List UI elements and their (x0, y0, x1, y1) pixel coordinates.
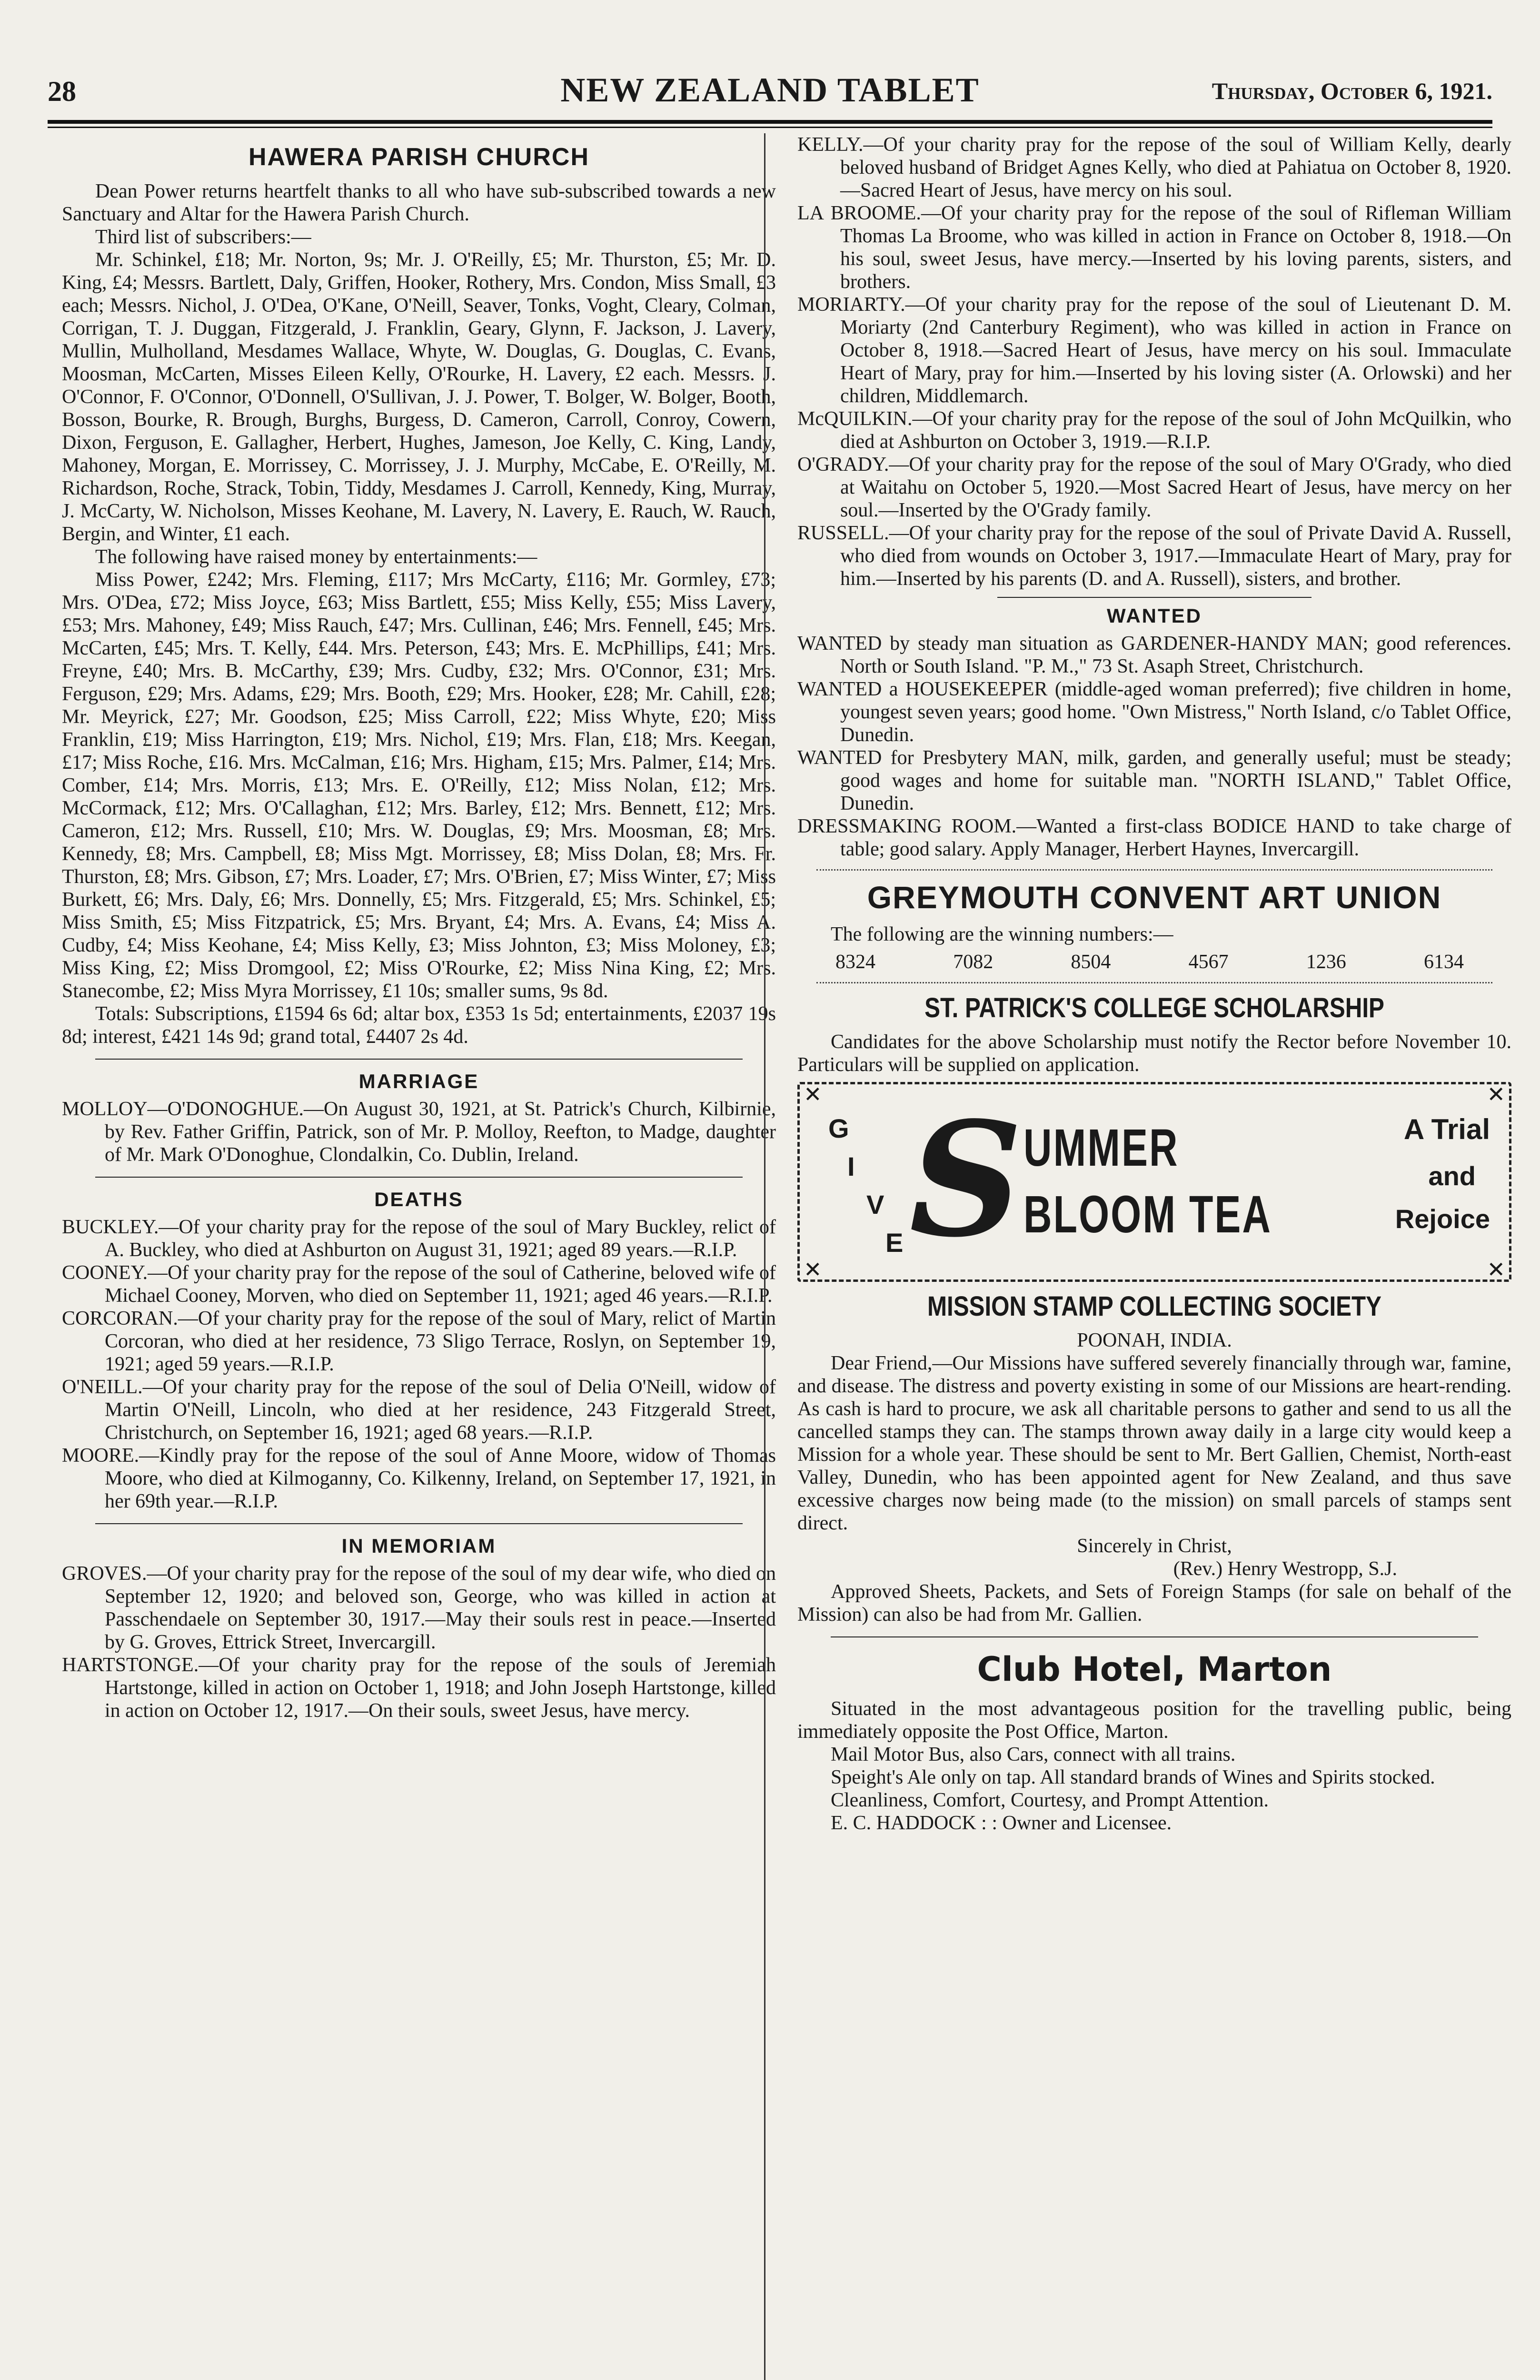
memoriam-heading: IN MEMORIAM (341, 1535, 497, 1557)
hawera-totals: Totals: Subscriptions, £1594 6s 6d; altar box, £353 1s 5d; entertainments, £2037 19s 8d; interest, £421 14s 9d; grand total, £4407 2s 4d. (62, 1003, 776, 1048)
hawera-raised-title: The following have raised money by entertainments:— (95, 546, 537, 568)
ad-line-bloom-tea: BLOOM TEA (1023, 1185, 1272, 1244)
ad-and: and (1428, 1161, 1476, 1191)
issue-date: Thursday, October 6, 1921. (1212, 78, 1492, 104)
hotel-proprietor: E. C. HADDOCK : : Owner and Licensee. (831, 1812, 1172, 1834)
mission-closing: Sincerely in Christ, (1077, 1535, 1232, 1557)
ad-letter: I (847, 1151, 855, 1181)
masthead (48, 67, 1492, 119)
winning-number: 1236 (1306, 951, 1346, 973)
memoriam-entry: MORIARTY.—Of your charity pray for the repose of the soul of Lieutenant D. M. Moriarty (2nd Canterbury Regiment), who was killed in action in France on October 8, 1918.—Sacred Heart of Jesus, have mercy on his soul. Immaculate Heart of Mary, pray for him.—Inserted by his loving sister (A. Orlowski) and her children, Middlemarch. (797, 294, 1511, 407)
winning-numbers (797, 951, 1511, 973)
memoriam-entry: McQUILKIN.—Of your charity pray for the repose of the soul of John McQuilkin, who died at Ashburton on October 3, 1919.—R.I.P. (797, 408, 1511, 453)
hotel-text: Speight's Ale only on tap. All standard brands of Wines and Spirits stocked. (831, 1766, 1435, 1788)
ad-letter: G (828, 1113, 849, 1143)
death-entry: CORCORAN.—Of your charity pray for the repose of the soul of Mary, relict of Martin Corcoran, who died at her residence, 73 Sligo Terrace, Roslyn, on September 19, 1921; aged 59 years.—R.I.P. (62, 1308, 776, 1375)
hawera-raised: Miss Power, £242; Mrs. Fleming, £117; Mrs McCarty, £116; Mr. Gormley, £73; Mrs. O'Dea, £72; Miss Joyce, £63; Miss Bartlett, £55; Miss Kelly, £55; Miss Lavery, £53; Mrs. Mahoney, £49; Miss Rauch, £47; Mrs. Cullinan, £46; Mrs. Fennell, £45; Mrs. McCarten, £45; Mrs. T. Kelly, £44. Mrs. Peterson, £43; Mrs. E. McPhillips, £41; Mrs. Freyne, £40; Mrs. B. McCarthy, £39; Mrs. Cudby, £32; Mrs. O'Connor, £31; Mrs. Ferguson, £29; Mrs. Adams, £29; Mrs. Booth, £29; Mrs. Hooker, £28; Mr. Cahill, £28; Mr. Meyrick, £27; Mr. Goodson, £25; Miss Carroll, £22; Miss Whyte, £20; Miss Franklin, £19; Miss Harrington, £19; Mrs. Nichol, £19; Mrs. Flan, £18; Mrs. Keegan, £17; Miss Roche, £16. Mrs. McCalman, £16; Mrs. Higham, £15; Mrs. Palmer, £14; Mrs. Comber, £14; Mrs. Morris, £13; Mrs. E. O'Reilly, £12; Miss Nolan, £12; Mrs. McCormack, £12; Mrs. O'Callaghan, £12; Mrs. Barley, £12; Mrs. Bennett, £12; Mrs. Cameron, £12; Mrs. Russell, £10; Mrs. W. Douglas, £9; Mrs. Moosman, £8; Mrs. Kennedy, £8; Mrs. Campbell, £8; Miss Mgt. Morrissey, £8; Miss Dolan, £8; Mrs. Fr. Thurston, £8; Mrs. Gibson, £7; Mrs. Loader, £7; Mrs. O'Brien, £7; Miss Winter, £7; Miss Burkett, £6; Mrs. Daly, £6; Mrs. Donnelly, £5; Mrs. Fitzgerald, £5; Mrs. Schinkel, £5; Miss Smith, £5; Miss Fitzpatrick, £5; Mrs. Bryant, £4; Mrs. A. Evans, £4; Miss A. Cudby, £4; Miss Keohane, £4; Miss Kelly, £3; Miss Johnton, £3; Miss Moloney, £3; Miss King, £2; Miss Dromgool, £2; Miss O'Rourke, £2; Miss Nina King, £2; Mrs. Stanecombe, £2; Miss Myra Morrissey, £1 10s; smaller sums, 9s 8d. (62, 569, 776, 1002)
mission-body: Dear Friend,—Our Missions have suffered severely financially through war, famine, and disease. The distress and poverty existing in some of our Missions are heart-rending. As cash is hard to procure, we ask all charitable persons to gather and send to us all the cancelled stamps they can. The stamps thrown away daily in a large city would keep a Mission for a whole year. These should be sent to Mr. Bert Gallien, Chemist, North-east Valley, Dunedin, who has been appointed agent for New Zealand, and thus save excessive charges now being made (to the mission) on small parcels of stamps sent direct. (797, 1352, 1511, 1534)
section-divider (816, 982, 1492, 983)
hotel-heading: Club Hotel, Marton (977, 1650, 1332, 1689)
memoriam-entry: GROVES.—Of your charity pray for the repose of the soul of my dear wife, who died on September 12, 1920; and beloved son, George, who was killed in action at Passchendaele on September 30, 1917.—May their souls rest in peace.—Inserted by G. Groves, Ettrick Street, Invercargill. (62, 1563, 776, 1653)
deaths-heading: DEATHS (374, 1188, 464, 1210)
column-divider (764, 133, 765, 2380)
memoriam-entry: KELLY.—Of your charity pray for the repose of the soul of William Kelly, dearly beloved husband of Bridget Agnes Kelly, who died at Pahiatua on October 8, 1920.—Sacred Heart of Jesus, have mercy on his soul. (797, 134, 1511, 201)
marriage-entry: MOLLOY—O'DONOGHUE.—On August 30, 1921, at St. Patrick's Church, Kilbirnie, by Rev. Father Griffin, Patrick, son of Mr. P. Molloy, Reefton, to Madge, daughter of Mr. Mark O'Donoghue, Clondalkin, Co. Dublin, Ireland. (62, 1098, 776, 1166)
newspaper-title: NEW ZEALAND TABLET (560, 71, 980, 109)
hotel-text: Cleanliness, Comfort, Courtesy, and Prompt Attention. (831, 1789, 1269, 1811)
death-entry: COONEY.—Of your charity pray for the repose of the soul of Catherine, beloved wife of Michael Cooney, Morven, who died on September 11, 1921; aged 46 years.—R.I.P. (62, 1262, 776, 1307)
wanted-entry: WANTED by steady man situation as GARDENER-HANDY MAN; good references. North or South Island. "P. M.," 73 St. Asaph Street, Christchurch. (797, 633, 1511, 677)
hotel-text: Situated in the most advantageous position for the travelling public, being immediately opposite the Post Office, Marton. (797, 1698, 1511, 1743)
scholarship-heading: ST. PATRICK'S COLLEGE SCHOLARSHIP (924, 992, 1384, 1023)
wanted-entry: WANTED for Presbytery MAN, milk, garden, and generally useful; must be steady; good wages and home for suitable man. "NORTH ISLAND," Tablet Office, Dunedin. (797, 747, 1511, 814)
winning-number: 4567 (1188, 951, 1229, 973)
section-divider (997, 597, 1311, 598)
cross-ornament-icon: ✕ (804, 1257, 822, 1282)
cross-ornament-icon: ✕ (1487, 1257, 1505, 1282)
ad-letter: E (885, 1228, 904, 1258)
section-divider (95, 1059, 743, 1060)
section-divider (95, 1523, 743, 1524)
death-entry: O'NEILL.—Of your charity pray for the repose of the soul of Delia O'Neill, widow of Martin O'Neill, Lincoln, who died at her residence, 243 Fitzgerald Street, Christchurch, on September 16, 1921; aged 68 years.—R.I.P. (62, 1376, 776, 1444)
hawera-list-title: Third list of subscribers:— (95, 226, 311, 248)
section-divider (95, 1177, 743, 1178)
winning-number: 8324 (835, 951, 875, 973)
ad-line-summer: UMMER (1023, 1119, 1179, 1177)
mission-signature: (Rev.) Henry Westropp, S.J. (1173, 1558, 1397, 1580)
scholarship-text: Candidates for the above Scholarship must notify the Rector before November 10. Particulars will be supplied on application. (797, 1031, 1511, 1076)
memoriam-entry: LA BROOME.—Of your charity pray for the repose of the soul of Rifleman William Thomas La Broome, who was killed in action in France on October 8, 1918.—On his soul, sweet Jesus, have mercy.—Inserted by his loving parents, sisters, and brothers. (797, 202, 1511, 293)
memoriam-entry: O'GRADY.—Of your charity pray for the repose of the soul of Mary O'Grady, who died at Waitahu on October 5, 1920.—Most Sacred Heart of Jesus, have mercy on her soul.—Inserted by the O'Grady family. (797, 454, 1511, 521)
section-divider (816, 869, 1492, 871)
cross-ornament-icon: ✕ (804, 1081, 822, 1107)
mission-footer: Approved Sheets, Packets, and Sets of Foreign Stamps (for sale on behalf of the Mission) can also be had from Mr. Gallien. (797, 1581, 1511, 1626)
death-entry: MOORE.—Kindly pray for the repose of the soul of Anne Moore, widow of Thomas Moore, who died at Kilmoganny, Co. Kilkenny, Ireland, on September 17, 1921, in her 69th year.—R.I.P. (62, 1445, 776, 1512)
winning-number: 6134 (1423, 951, 1464, 973)
ad-rejoice: Rejoice (1395, 1204, 1490, 1234)
hawera-intro: Dean Power returns heartfelt thanks to all who have sub-subscribed towards a new Sanctuary and Altar for the Hawera Parish Church. (62, 180, 776, 225)
death-entry: BUCKLEY.—Of your charity pray for the repose of the soul of Mary Buckley, relict of A. Buckley, who died at Ashburton on August 31, 1921; aged 89 years.—R.I.P. (62, 1216, 776, 1261)
ad-big-s: S (909, 1087, 1023, 1272)
masthead-rule (48, 120, 1492, 128)
greymouth-heading: GREYMOUTH CONVENT ART UNION (867, 880, 1442, 915)
mission-heading: MISSION STAMP COLLECTING SOCIETY (927, 1291, 1382, 1322)
wanted-entry: WANTED a HOUSEKEEPER (middle-aged woman preferred); five children in home, youngest seven years; good home. "Own Mistress," North Island, c/o Tablet Office, Dunedin. (797, 678, 1511, 746)
left-column (62, 133, 776, 2380)
marriage-heading: MARRIAGE (358, 1070, 479, 1092)
memoriam-entry: HARTSTONGE.—Of your charity pray for the repose of the souls of Jeremiah Hartstonge, killed in action on October 1, 1918; and John Joseph Hartstonge, killed in action on October 12, 1917.—On their souls, sweet Jesus, have mercy. (62, 1654, 776, 1722)
winning-number: 7082 (953, 951, 994, 973)
memoriam-entry: RUSSELL.—Of your charity pray for the repose of the soul of Private David A. Russell, who died from wounds on October 3, 1917.—Immaculate Heart of Mary, pray for him.—Inserted by his parents (D. and A. Russell), sisters, and brother. (797, 522, 1511, 590)
hotel-text: Mail Motor Bus, also Cars, connect with all trains. (831, 1744, 1236, 1765)
section-divider (831, 1636, 1478, 1637)
hawera-heading: HAWERA PARISH CHURCH (248, 143, 589, 171)
mission-subheading: POONAH, INDIA. (1077, 1329, 1232, 1351)
wanted-entry: DRESSMAKING ROOM.—Wanted a first-class BODICE HAND to take charge of table; good salary. Apply Manager, Herbert Haynes, Invercargill. (797, 815, 1511, 860)
ad-trial: A Trial (1403, 1113, 1490, 1145)
hawera-subscribers: Mr. Schinkel, £18; Mr. Norton, 9s; Mr. J. O'Reilly, £5; Mr. Thurston, £5; Mr. D. King, £4; Messrs. Bartlett, Daly, Griffen, Hooker, Rothery, Mrs. Condon, Miss Small, £3 each; Messrs. Nichol, J. O'Dea, O'Kane, O'Neill, Seaver, Tonks, Voght, Cleary, Colman, Corrigan, T. J. Duggan, Fitzgerald, J. Franklin, Geary, Glynn, F. Jackson, J. Lavery, Mullin, Mulholland, Mesdames Wallace, Whyte, W. Douglas, G. Douglas, C. Evans, Moosman, McCarten, Misses Eileen Kelly, O'Rourke, H. Lavery, £2 each. Messrs. J. O'Connor, F. O'Connor, O'Donnell, O'Sullivan, J. J. Power, T. Bolger, W. Bolger, Booth, Bosson, Bourke, R. Brough, Burghs, Burgess, D. Cameron, Carroll, Conroy, Cowern, Dixon, Ferguson, E. Gallagher, Herbert, Hughes, Jameson, Joe Kelly, C. King, Landy, Mahoney, Morgan, E. Morrissey, C. Morrissey, J. J. Murphy, McCabe, E. O'Reilly, M. Richardson, Roche, Strack, Tobin, Tiddy, Mesdames J. Carroll, Kennedy, King, Murray, J. McCarty, W. Nicholson, Misses Keohane, M. Lavery, N. Lavery, E. Rauch, W. Rauch, Bergin, and Winter, £1 each. (62, 249, 776, 545)
greymouth-intro: The following are the winning numbers:— (831, 923, 1173, 945)
wanted-heading: WANTED (1107, 605, 1202, 627)
cross-ornament-icon: ✕ (1487, 1081, 1505, 1107)
winning-number: 8504 (1071, 951, 1111, 973)
summer-bloom-tea-ad (797, 1082, 1511, 1282)
page-number: 28 (48, 76, 76, 107)
right-column (797, 133, 1511, 2380)
ad-letter: V (866, 1190, 884, 1220)
